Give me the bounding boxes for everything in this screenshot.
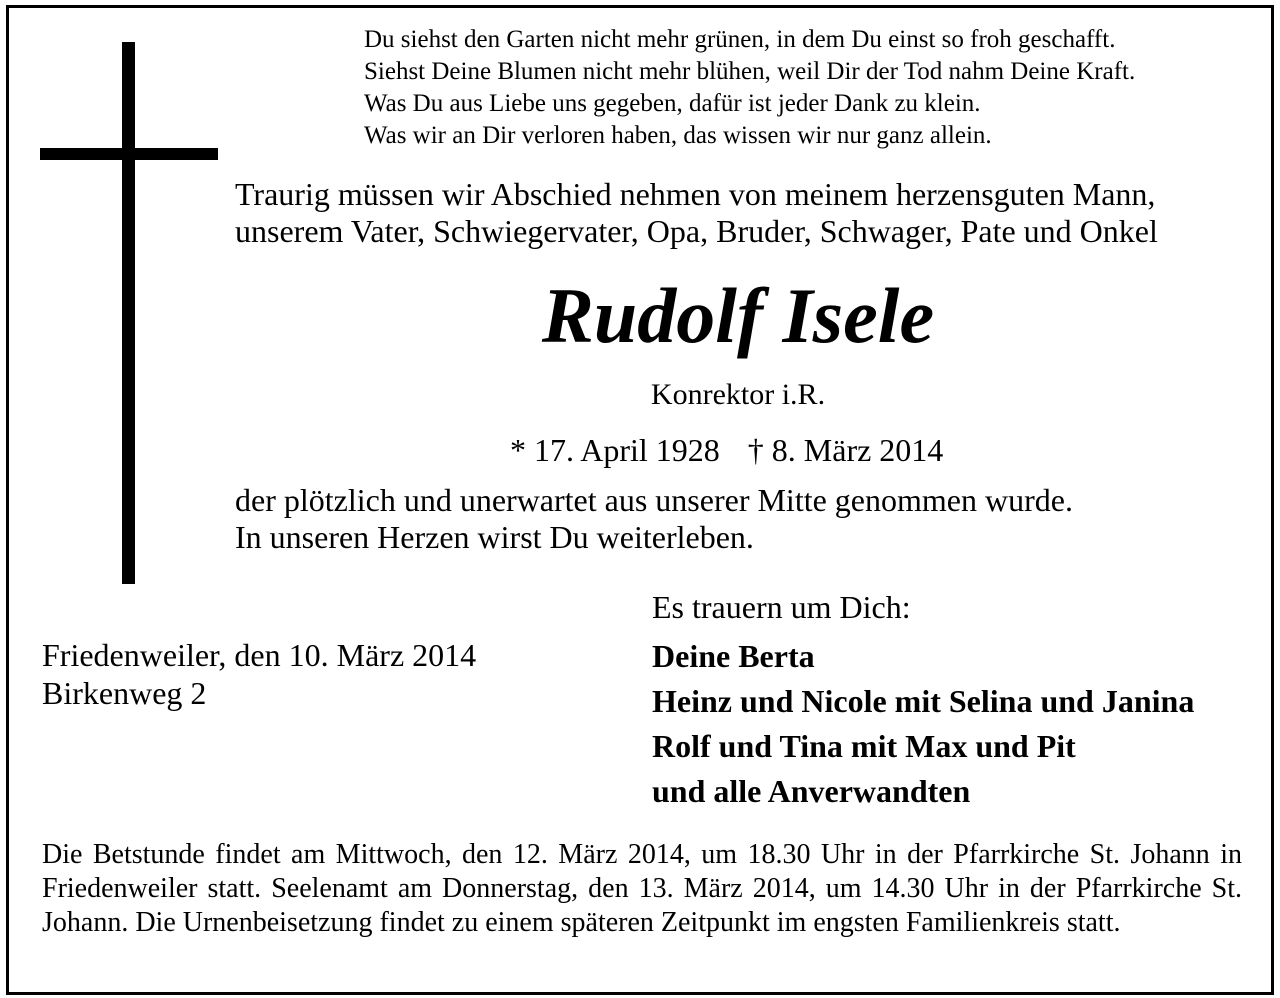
mourner-entry: Heinz und Nicole mit Selina und Janina <box>652 683 1195 719</box>
poem-line: Was Du aus Liebe uns gegeben, dafür ist jeder Dank zu klein. <box>364 90 981 117</box>
life-dates <box>510 430 943 470</box>
cross-horizontal-bar <box>40 148 218 160</box>
poem-line: Siehst Deine Blumen nicht mehr blühen, weil Dir der Tod nahm Deine Kraft. <box>364 58 1136 85</box>
service-notice: Die Betstunde findet am Mittwoch, den 12. März 2014, um 18.30 Uhr in der Pfarrkirche St. Johann in Friedenweiler statt. Seelenamt am Donnerstag, den 13. März 2014, um 14.30 Uhr in der Pfarrkirche St. Johann. Die Urnenbeisetzung findet zu einem späteren Zeitpunkt im engsten Familienkreis statt. <box>42 839 1242 938</box>
mourner-entry: Deine Berta <box>652 638 815 674</box>
intro-line: unserem Vater, Schwiegervater, Opa, Bruder, Schwager, Pate und Onkel <box>235 213 1158 249</box>
place-and-date <box>42 636 476 712</box>
farewell-intro <box>235 176 1158 250</box>
intro-line: Traurig müssen wir Abschied nehmen von meinem herzensguten Mann, <box>235 176 1156 212</box>
death-date: † 8. März 2014 <box>747 432 944 468</box>
location-date: Friedenweiler, den 10. März 2014 <box>42 637 477 673</box>
address: Birkenweg 2 <box>42 675 207 711</box>
memorial-poem <box>364 24 1135 152</box>
poem-line: Du siehst den Garten nicht mehr grünen, in dem Du einst so froh geschafft. <box>364 26 1116 53</box>
birth-date: * 17. April 1928 <box>510 432 720 468</box>
farewell-line: In unseren Herzen wirst Du weiterleben. <box>235 519 754 555</box>
mourner-entry: Rolf und Tina mit Max und Pit <box>652 728 1076 764</box>
mourners-intro: Es trauern um Dich: <box>652 589 911 625</box>
mourner-entry: und alle Anverwandten <box>652 773 971 809</box>
poem-line: Was wir an Dir verloren haben, das wissen wir nur ganz allein. <box>364 122 992 149</box>
deceased-title: Konrektor i.R. <box>650 378 826 411</box>
deceased-name: Rudolf Isele <box>541 272 935 359</box>
farewell-text <box>235 482 1073 556</box>
farewell-line: der plötzlich und unerwartet aus unserer Mitte genommen wurde. <box>235 482 1073 518</box>
mourners-list <box>652 636 1194 816</box>
